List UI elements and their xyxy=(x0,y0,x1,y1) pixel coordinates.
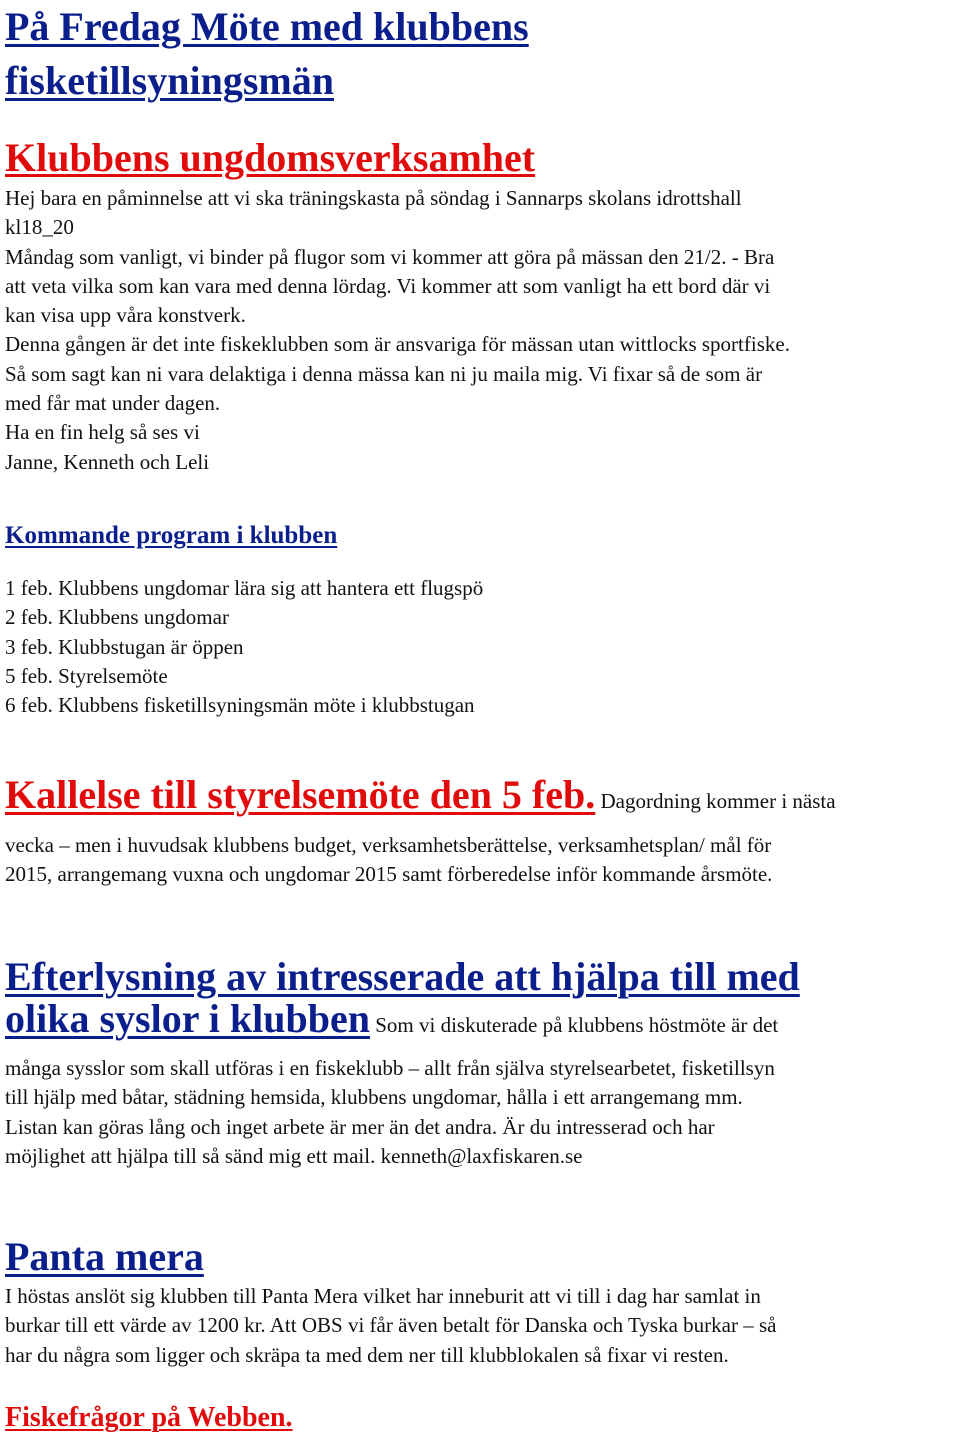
youth-line: kan visa upp våra konstverk. xyxy=(5,303,246,328)
panta-line: I höstas anslöt sig klubben till Panta Mera vilket har inneburit att vi till i dag har samlat in xyxy=(5,1284,761,1308)
panta-line: har du några som ligger och skräpa ta med dem ner till klubblokalen så fixar vi resten. xyxy=(5,1342,729,1367)
board-section xyxy=(5,772,955,817)
wanted-first-line xyxy=(5,996,955,1041)
panta-body xyxy=(5,1282,955,1370)
youth-body xyxy=(5,184,955,477)
wanted-first-text: Som vi diskuterade på klubbens höstmöte är det xyxy=(369,1013,779,1037)
panta-section xyxy=(5,1230,955,1284)
panta-line: burkar till ett värde av 1200 kr. Att OBS vi får även betalt för Danska och Tyska burkar – så xyxy=(5,1313,777,1338)
meeting-title-line1[interactable]: På Fredag Möte med klubbens xyxy=(5,4,529,49)
panta-heading[interactable]: Panta mera xyxy=(5,1234,204,1279)
youth-line: att veta vilka som kan vara med denna lördag. Vi kommer att som vanligt ha ett bord där vi xyxy=(5,273,771,298)
board-line: 2015, arrangemang vuxna och ungdomar 2015 samt förberedelse inför kommande årsmöte. xyxy=(5,862,773,887)
board-line: vecka – men i huvudsak klubbens budget, verksamhetsberättelse, verksamhetsplan/ mål för xyxy=(5,833,772,857)
program-heading[interactable]: Kommande program i klubben xyxy=(5,522,338,549)
wanted-heading-line1[interactable]: Efterlysning av intresserade att hjälpa till med xyxy=(5,954,800,999)
board-body xyxy=(5,831,955,890)
board-first-line xyxy=(5,772,955,817)
board-first-text: Dagordning kommer i nästa xyxy=(595,789,836,813)
wanted-line: Listan kan göras lång och inget arbete är mer än det andra. Är du intresserad och har xyxy=(5,1114,715,1139)
program-item: 6 feb. Klubbens fisketillsyningsmän möte i klubbstugan xyxy=(5,693,475,718)
youth-section xyxy=(5,134,955,182)
youth-line: Ha en fin helg så ses vi xyxy=(5,420,200,445)
meeting-title xyxy=(5,0,955,108)
youth-line: Hej bara en påminnelse att vi ska träningskasta på söndag i Sannarps skolans idrottshall xyxy=(5,186,742,210)
program-list xyxy=(5,574,955,720)
wanted-heading-line2[interactable]: olika syslor i klubben xyxy=(5,996,370,1041)
wanted-body xyxy=(5,1054,955,1171)
wanted-heading-line2-block xyxy=(5,996,955,1041)
youth-heading[interactable]: Klubbens ungdomsverksamhet xyxy=(5,135,536,180)
program-list-block xyxy=(5,574,955,720)
program-item: 3 feb. Klubbstugan är öppen xyxy=(5,634,244,659)
youth-line: kl18_20 xyxy=(5,215,74,240)
program-item: 1 feb. Klubbens ungdomar lära sig att hantera ett flugspö xyxy=(5,576,484,600)
youth-line: med får mat under dagen. xyxy=(5,391,221,416)
webben-section xyxy=(5,1402,955,1434)
youth-line: Måndag som vanligt, vi binder på flugor som vi kommer att göra på mässan den 21/2. - Bra xyxy=(5,244,775,269)
webben-heading[interactable]: Fiskefrågor på Webben. xyxy=(5,1402,293,1433)
program-item: 5 feb. Styrelsemöte xyxy=(5,663,168,688)
board-heading[interactable]: Kallelse till styrelsemöte den 5 feb. xyxy=(5,772,596,817)
wanted-line: många sysslor som skall utföras i en fiskeklubb – allt från själva styrelsearbetet, fisketillsyn xyxy=(5,1056,775,1080)
youth-line: Denna gången är det inte fiskeklubben som är ansvariga för mässan utan wittlocks sportfiske. xyxy=(5,332,790,357)
youth-line: Så som sagt kan ni vara delaktiga i denna mässa kan ni ju maila mig. Vi fixar så de som är xyxy=(5,361,763,386)
youth-line: Janne, Kenneth och Leli xyxy=(5,449,210,474)
wanted-line: möjlighet att hjälpa till så sänd mig ett mail. kenneth@laxfiskaren.se xyxy=(5,1143,583,1168)
wanted-line: till hjälp med båtar, städning hemsida, klubbens ungdomar, hålla i ett arrangemang mm. xyxy=(5,1085,743,1110)
program-section xyxy=(5,520,955,552)
meeting-title-line2[interactable]: fisketillsyningsmän xyxy=(5,58,334,103)
program-item: 2 feb. Klubbens ungdomar xyxy=(5,605,229,630)
